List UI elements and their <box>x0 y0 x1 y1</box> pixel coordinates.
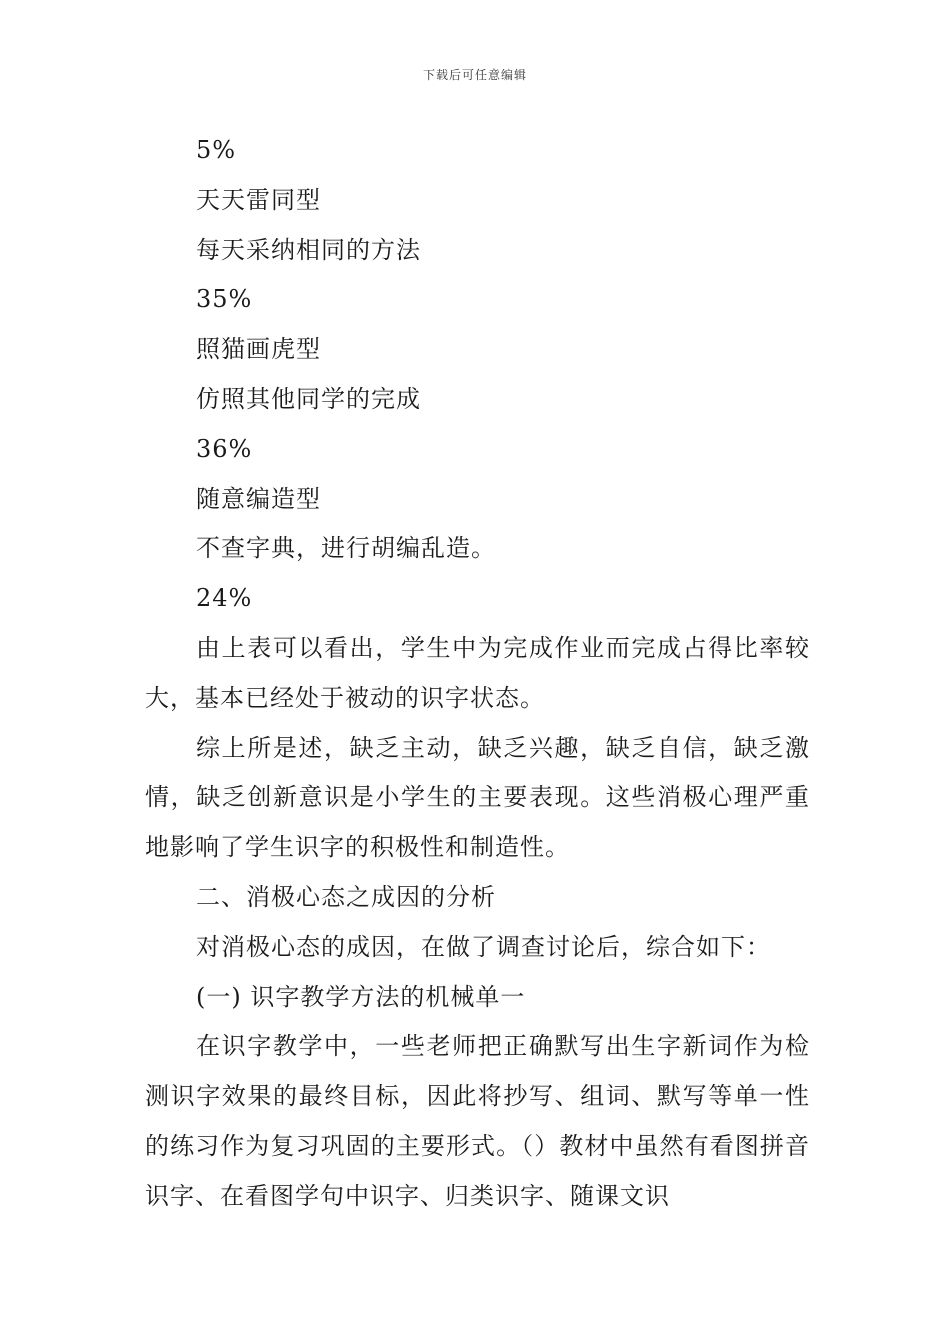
section-heading: 二、消极心态之成因的分析 <box>196 882 496 911</box>
table-cell-text: 每天采纳相同的方法 <box>196 235 421 264</box>
table-cell-text: 仿照其他同学的完成 <box>196 384 421 413</box>
document-body <box>145 126 810 1222</box>
subsection-heading: (一) 识字教学方法的机械单一 <box>196 982 526 1011</box>
paragraph: 在识字教学中，一些老师把正确默写出生字新词作为检测识字效果的最终目标，因此将抄写、组词、默写等单一性的练习作为复习巩固的主要形式。（）教材中虽然有看图拼音识字、在看图学句中识字、归类识字、随课文识 <box>145 1032 810 1210</box>
table-cell-text: 照猫画虎型 <box>196 335 321 364</box>
paragraph: 综上所是述，缺乏主动，缺乏兴趣，缺乏自信，缺乏激情，缺乏创新意识是小学生的主要表现。这些消极心理严重地影响了学生识字的积极性和制造性。 <box>145 733 810 862</box>
table-cell-text: 24% <box>196 584 253 613</box>
paragraph: 由上表可以看出，学生中为完成作业而完成占得比率较大，基本已经处于被动的识字状态。 <box>145 633 810 712</box>
page-header: 下载后可任意编辑 <box>422 68 527 82</box>
paragraph: 对消极心态的成因，在做了调查讨论后，综合如下： <box>196 932 771 961</box>
table-cell-text: 35% <box>196 285 253 314</box>
table-cell-text: 天天雷同型 <box>196 185 321 214</box>
table-cell-text: 随意编造型 <box>196 484 321 513</box>
table-cell-text: 5% <box>196 136 237 164</box>
table-cell-text: 36% <box>196 434 253 463</box>
table-cell-text: 不查字典，进行胡编乱造。 <box>196 534 496 563</box>
